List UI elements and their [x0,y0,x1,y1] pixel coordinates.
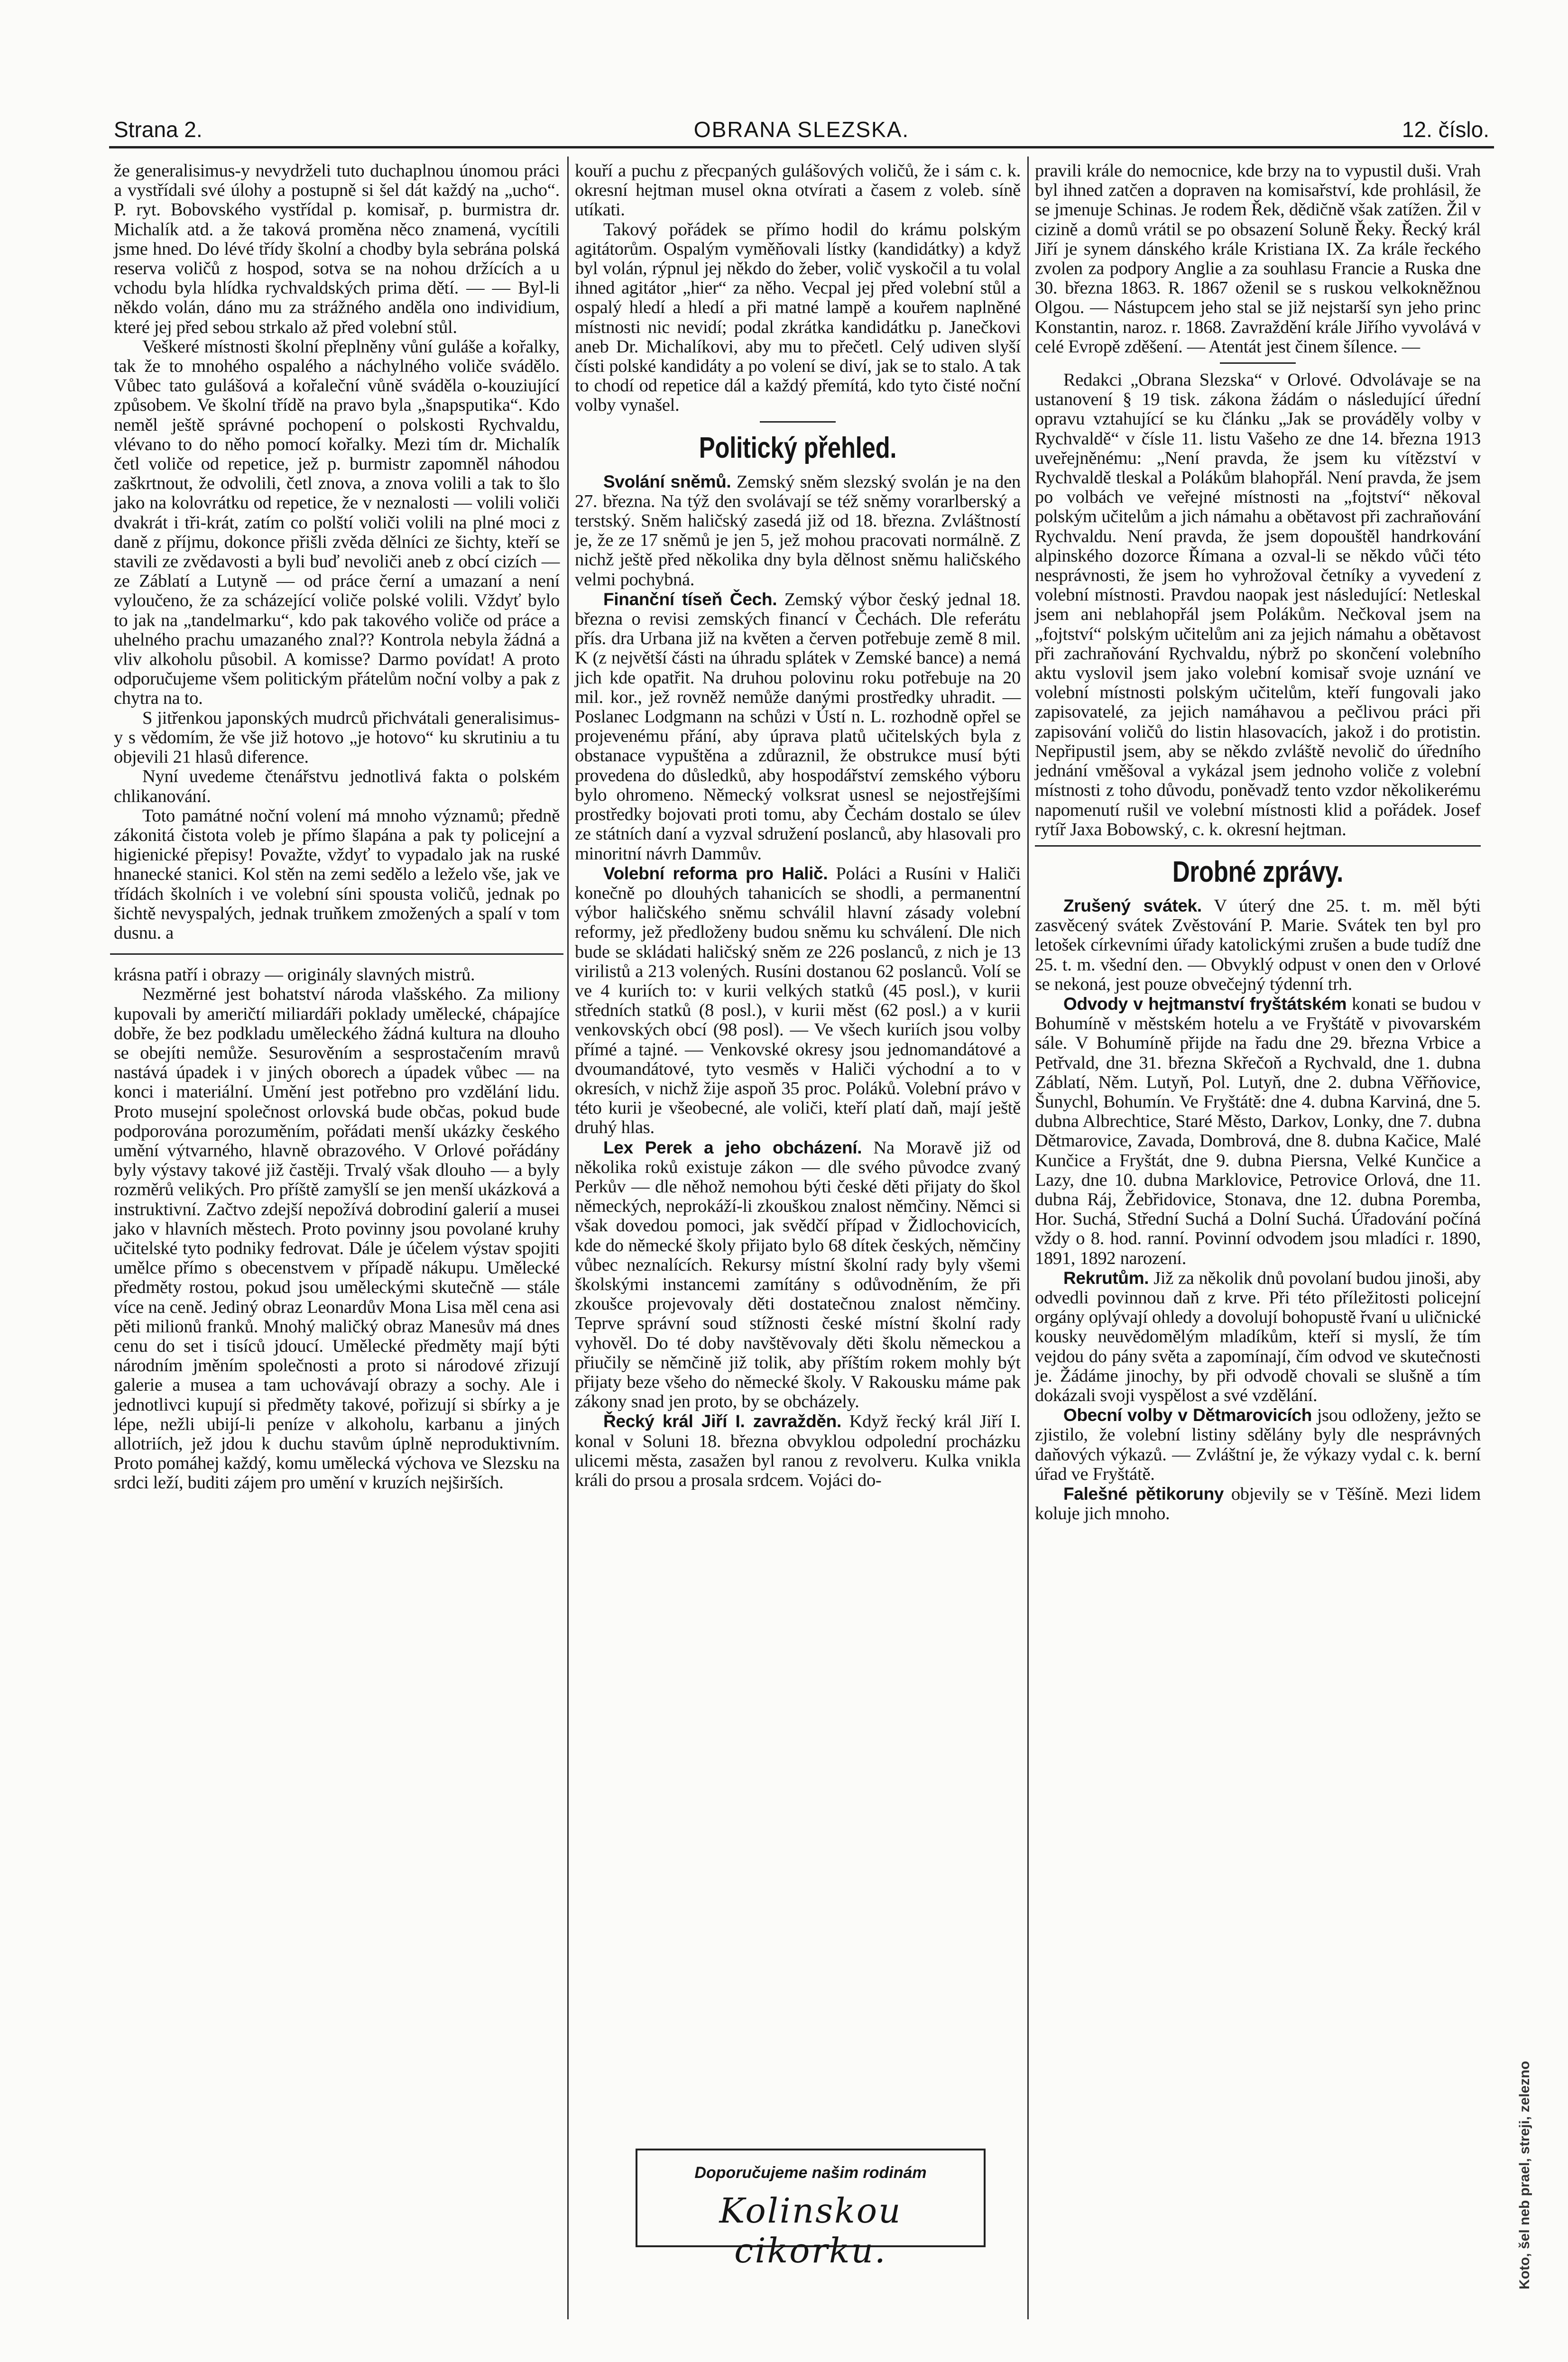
margin-stamp-text: Koto, šel neb prael, streji, zelezno [1517,2061,1532,2289]
ad-slogan: Doporučujeme našim rodinám [694,2164,927,2182]
header-rule [109,146,1494,148]
correction-notice: Redakci „Obrana Slezska“ v Orlové. Odvolávaje se na ustanovení § 19 tisk. zákona žádám o následující úřední opravu vztahující se ku článku „Jak se prováděly volby v Rychvaldě“ v čísle 11. listu Vašeho ze dne 14. března 1913 uveřejněnému: „Není pravda, že jsem ku vítězství v Rychvaldě tleskal a Polákům blahopřál. Není pravda, že jsem po volbách ve veřejné místnosti na „fojtství“ někoval polským učitelům a jich námahu a obětavost při zachraňování Rychvaldu. Není pravda, že jsem dopouštěl handrkování alpinského dozorce Římana a ozval-li se někdo vůči této nesprávnosti, že jsem ho vyhrožoval četníky a vyvedení z volební místnosti. Pravdou naopak jest následující: Netleskal jsem ani neblahopřál jsem Polákům. Nečkoval jsem na „fojtství“ polským učitelům ani za jejich námahu a obětavost při zachraňování Rychvaldu, nýbrž po skončení volebního aktu vyslovil jsem jako volební komisař svoje uznání ve volební místnosti polským učitelům, kteří fungovali jako zapisovatelé, za jejich namáhavou a pečlivou práci při zapisování voličů do listin hlasovacích, jakož i do protistin. Nepřipustil jsem, aby se někdo zvláště nevolič do úředního jednání vměšoval a vykázal jsem jednoho voliče z volební místnosti z toho důvodu, poněvadž tento vzdor několikerému napomenutí rušil ve volební místnosti klid a pořádek. Josef rytíř Jaxa Bobowský, c. k. okresní hejtman. [1035,370,1481,840]
article-paragraph: krásna patří i obrazy — originály slavných mistrů. [114,965,475,985]
ad-product: Kolinskou cikorku. [719,2191,902,2270]
article-paragraph: Nezměrné jest bohatství národa vlašského. Za miliony kupovali by američtí miliardáři poklady umělecké, chápajíce dobře, že bez podkladu uměleckého žádná kultura na dlouho se obejíti nemůže. Sesurověním a sesprostačením mravů nastává úpadek i v jiných oborech a úpadek vůbec — na konci i materiální. Umění jest potřebno pro vzdělání lidu. Proto musejní společnost orlovská bude občas, pokud bude podporována porozuměním, pořádati menší ukázky českého umění výtvarného, hlavně obrazového. V Orlové pořádány byly výstavy takové již častěji. Trvalý však dlouho — a byly rozměrů velikých. Pro příště zamyšlí se jen menší ukázková a instruktivní. Začtvo zdejší nepožívá dobrodiní galerií a musei jako v hlavních městech. Proto povinny jsou povolané kruhy učitelské tyto podniky fedrovat. Dále je účelem výstav spojiti umělce přímo s obecenstvem v případě nákupu. Umělecké předměty rostou, pokud jsou uměleckými skutečně — stále více na ceně. Jediný obraz Leonardův Mona Lisa měl cena asi pěti milionů franků. Mnohý maličký obraz Manesův má dnes cenu do set i tisíců jdoucí. Umělecké předměty mají býti národním jměním společnosti a proto si národové zřizují galerie a musea a tam uchovávají obrazy a sochy. Ale i jednotlivci kupují si předměty takové, pořizují si sbírky a je lépe, nežli ubijí-li peníze v alkoholu, karbanu a jiných allotriích, jež jdou k duchu stavům úplně neproduktivním. Proto pomáhej každý, komu umělecká výchova ve Slezsku na srdci leží, buditi zájem pro umění v kruzích nejširších. [114,984,560,1493]
newspaper-title: OBRANA SLEZSKA. [693,117,910,142]
news-text: Na Moravě již od několika roků existuje zákon — dle svého původce zvaný Perkův — dle něhož nemohou býti české děti přijaty do škol německých, neprokáží-li zkouškou znalost němčiny. Němci si však dovedou pomoci, jak svědčí případ v Židlochovicích, kde do německé školy přijato bylo 68 dítek českých, němčiny vůbec neznalících. Rekursy místní školní rady byly všemi školskými instancemi zamítány s odůvodněním, že při zkoušce projevovaly děti dostatečnou znalost němčiny. Teprve správní soud stížnosti české místní školní rady vyhověl. Do té doby navštěvovaly děti školu německou a přiučily se němčině již tolik, aby příštím rokem mohly být přijaty beze všeho do německé školy. V Rakousku máme pak zákony snad jen proto, by se obcházely. [575,1137,1021,1412]
news-heading: Lex Perek a jeho obcházení. [603,1137,862,1157]
news-text: Zemský výbor český jednal 18. března o revisi zemských financí v Čechách. Dle referátu přís. dra Urbana již na květen a červen potřebuje země 8 mil. K (z největší části na úhradu splátek v Zemské bance) a nemá jich kde opatřit. Na druhou polovinu roku potřebuje na 20 mil. kor., jež rovněž nemůže danými prostředky uhradit. — Poslanec Lodgmann na schůzi v Ústí n. L. rozhodně opřel se projevenému přání, aby úprava platů učitelských byla z obstanace vypuštěna a zdůraznil, že obstrukce musí býti provedena do důsledků, aby hospodářství zemského výboru bylo ohromeno. Německý volksrat usnesl se nejostřejšími prostředky bojovati proti tomu, aby Čechám dostalo se úlev ze státních daní a vyzval sdružení poslanců, aby hlasovali pro minoritní návrh Dammův. [575,589,1021,864]
news-text: Zemský sněm slezský svolán je na den 27. března. Na týž den svolávají se též sněmy vorarlberský a terstský. Sněm haličský zasedá již od 18. března. Zvláštností je, že ze 17 sněmů je jen 5, jež mohou pracovati normálně. Z nichž ještě před několika dny byla dělnost sněmu haličského velmi pochybná. [575,471,1021,590]
masthead [114,112,1489,145]
article-paragraph: kouří a puchu z přecpaných gulášových voličů, že i sám c. k. okresní hejtman musel okna otvírati a časem z voleb. síně utíkati. [575,161,1021,220]
column-1 [114,161,560,2315]
short-divider [760,421,836,423]
article-paragraph: Veškeré místnosti školní přeplněny vůní guláše a kořalky, tak že to mnohého ospalého a náchylného voliče svádělo. Vůbec tato gulášová a kořaleční vůně sváděla o-kouziující způsobem. Ve školní třídě na pravo byla „šnapsputika“. Kdo neměl ještě správné pochopení o polskosti Rychvaldu, vlévano to do něho pomocí kořalky. Mezi tím dr. Michalík četl voliče od repetice, jež p. burmistr zapomněl náhodou zaškrtnout, že odvolili, četl znova, a znova volili a tak to šlo jako na kolovrátku od repetice, že v neznalosti — volili voliči dvakrát i tři-krát, zatím co polští voliči volili na plné moci z daně z příjmu, dokonce přišli zvěda dělníci ze šichty, kteří se stavili ze zvědavosti a byli buď nevoliči aneb z obcí cizích — ze Záblatí a Lutyně — od práce černí a umazaní a není vyloučeno, že za scházející voliče polské volili. Vždyť bylo to jak na „tandelmarku“, kdo pak takového voliče od práce a uhelného prachu umazaného znal?? Kontrola nebyla žádná a vliv alkoholu působil. A komisse? Darmo povídat! A proto odporučujeme všem politickým přátelům noční volby a pak z chytra na to. [114,336,560,709]
news-heading: Volební reforma pro Halič. [603,863,828,883]
margin-stamp [1511,1940,1539,2300]
news-text: Již za několik dnů povolaní budou jinoši, aby odvedli povinnou daň z krve. Při této příležitosti policejní orgány oplývají ohledy a dovolují bohopustě řvaní u uličnické kousky neuvědomělým mladíkům, kteří si myslí, že tím vejdou do pány světa a zapomínají, čím odvod ve skutečnosti je. Žádáme jinochy, by při odvodě chovali se slušně a tím dokázali svoji vyspělost a své vzdělání. [1035,1268,1481,1405]
article-divider [110,953,563,955]
article-paragraph: pravili krále do nemocnice, kde brzy na to vypustil duši. Vrah byl ihned zatčen a dopraven na komisařství, kde prohlásil, že se jmenuje Schinas. Je rodem Řek, dědičně však zatížen. Žil v cizině a domů vrátil se po obsazení Soluně Řeky. Řecký král Jiří je synem dánského krále Kristiana IX. Za krále řeckého zvolen za podpory Anglie a za souhlasu Francie a Ruska dne 30. března 1863. R. 1867 oženil se s ruskou velkokněžnou Olgou. — Nástupcem jeho stal se již nejstarší syn jeho princ Konstantin, naroz. r. 1868. Zavraždění krále Jiřího vyvolává v celé Evropě zděšení. — Atentát jest činem šílence. — [1035,161,1481,357]
advertisement-box [636,2149,986,2270]
page-number: Strana 2. [114,117,203,142]
news-text: jsou odloženy, ježto se zjistilo, že volební listiny sdělány byly dle nesprávných daňových výkazů. — Zvláštní je, že výkazy vydal c. k. berní úřad ve Fryštátě. [1035,1405,1481,1484]
short-divider [1220,362,1296,364]
column-divider-2 [1027,157,1029,2319]
news-text: objevily se v Těšíně. Mezi lidem koluje jich mnoho. [1035,1484,1481,1524]
section-title-drobne-zpravy: Drobné zprávy. [1172,855,1344,888]
article-paragraph: S jitřenkou japonských mudrců přichvátali generalisimus-y s vědomím, že vše již hotovo „je hotovo“ ku skrutiniu a tu objevili 21 hlasů diference. [114,708,560,767]
news-heading: Finanční tíseň Čech. [603,589,777,609]
news-heading: Rekrutům. [1063,1268,1149,1288]
news-heading: Odvody v hejtmanství fryštátském [1063,994,1347,1014]
issue-number: 12. číslo. [1402,117,1489,142]
column-2 [575,161,1021,2315]
news-heading: Řecký král Jiří I. zavražděn. [603,1412,841,1431]
column-3 [1035,161,1481,2315]
article-paragraph: Nyní uvedeme čtenářstvu jednotlivá fakta o polském chlikanování. [114,766,560,806]
article-paragraph: Takový pořádek se přímo hodil do krámu polským agitátorům. Ospalým vyměňovali lístky (kandidátky) a když byl volán, rýpnul jej někdo do žeber, volič vyskočil a tu volal ihned agitátor „hier“ za něho. Vecpal jej před volební stůl a ospalý hledí a hledí a při matné lampě a kouřem naplněné místnosti nic nevidí; podal zkrátka kandidátku p. Janečkovi aneb Dr. Michalíkovi, aby mu to přečetl. Celý udiven slyší čísti polské kandidáty a po volení se diví, jak se to stalo. A tak to chodí od repetice dál a každý přemítá, kdo tyto čisté noční volby vynašel. [575,219,1021,415]
news-text: V úterý dne 25. t. m. měl býti zasvěcený svátek Zvěstování P. Marie. Svátek ten byl pro letošek církevními úřady katolickými zrušen a bude tudíž dne 25. t. m. všední den. — Obvyklý odpust v onen den v Orlové se nekoná, jest pouze obvečejný týdenní trh. [1035,895,1481,994]
article-divider [1035,845,1481,847]
news-heading: Zrušený svátek. [1063,895,1202,915]
news-text: Poláci a Rusíni v Haliči konečně po dlouhých tahanicích se shodli, a permanentní výbor haličského sněmu schválil hlavní zásady volební reformy, jež předloženy budou sněmu ku schválení. Dle nich bude se skládati haličský sněm ze 226 poslanců, z nich je 13 virilistů a 213 volených. Rusíni dostanou 62 poslanců. Volí se ve 4 kuriích to: v kurii velkých statků (45 posl.), v kurii středních statků (8 posl.), v kurii měst (62 posl.) a v kurii venkovských obcí (98 posl). — Ve všech kuriích jsou volby přímé a tajné. — Venkovské okresy jsou jednomandátové a dvoumandátové, tyto vesměs v Haliči východní a to v okresích, v nichž žije aspoň 35 proc. Poláků. Volební právo v této kurii je všeobecné, ale voliči, kteří platí daň, mají ještě druhý hlas. [575,863,1021,1138]
news-heading: Obecní volby v Dětmarovicích [1063,1405,1312,1425]
news-text: Když řecký král Jiří I. konal v Soluni 18. března obvyklou odpolední procházku ulicemi města, zasažen byl ranou z revolveru. Kulka vnikla králi do prsou a prosala srdcem. Vojáci do- [575,1412,1021,1490]
article-paragraph: že generalisimus-y nevydrželi tuto duchaplnou únomou práci a vystřídali své úlohy a postupně si šel dát každý na „ucho“. P. ryt. Bobovského vystřídal p. komisař, p. burmistra dr. Michalík atd. a že taková proměna něco znamená, vycítili jsme hned. Do lévé třídy školní a chodby byla sebrána polská reserva voličů z hospod, sotva se na nohou držících a u vchodu byla hlídka rychvaldských prima dětí. — — Byl-li někdo volán, dáno mu za strážného anděla ono individium, které jej před sebou strkalo až před volební stůl. [114,161,560,337]
news-text: konati se budou v Bohumíně v městském hotelu a ve Fryštátě v pivovarském sále. V Bohumíně přijde na řadu dne 29. března Vrbice a Petřvald, dne 31. března Skřečoň a Rychvald, dne 1. dubna Záblatí, Něm. Lutyň, Pol. Lutyň, dne 2. dubna Věřňovice, Šunychl, Bohumín. Ve Fryštátě: dne 4. dubna Karviná, dne 5. dubna Albrechtice, Staré Město, Darkov, Lonky, dne 7. dubna Dětmarovice, Zavada, Dombrová, dne 8. dubna Kačice, Malé Kunčice a Fryštát, dne 9. dubna Piersna, Velké Kunčice a Lazy, dne 10. dubna Marklovice, Petrovice Orlová, dne 11. dubna Ráj, Žebřidovice, Stonava, dne 12. dubna Poremba, Hor. Suchá, Střední Suchá a Dolní Suchá. Úřadování počíná vždy o 8. hod. ranní. Povinní odvodem jsou mladíci r. 1890, 1891, 1892 narození. [1035,994,1481,1268]
section-title-politicky-prehled: Politický přehled. [699,431,897,464]
news-heading: Falešné pětikoruny [1063,1484,1224,1504]
article-paragraph: Toto památné noční volení má mnoho významů; předně zákonitá čistota voleb je přímo šlapána a pak ty policejní a higienické přepisy! Považte, vždyť to vypadalo jak na ruské hnanecké stanici. Kol stěn na zemi sedělo a leželo vše, jak ve třídách školních i ve volební síni spousta voličů, jednak po šichtě nevyspalých, jednak truňkem zmožených a spalí v tom dusnu. a [114,805,560,943]
column-divider-1 [567,157,569,2319]
news-heading: Svolání sněmů. [603,471,731,491]
